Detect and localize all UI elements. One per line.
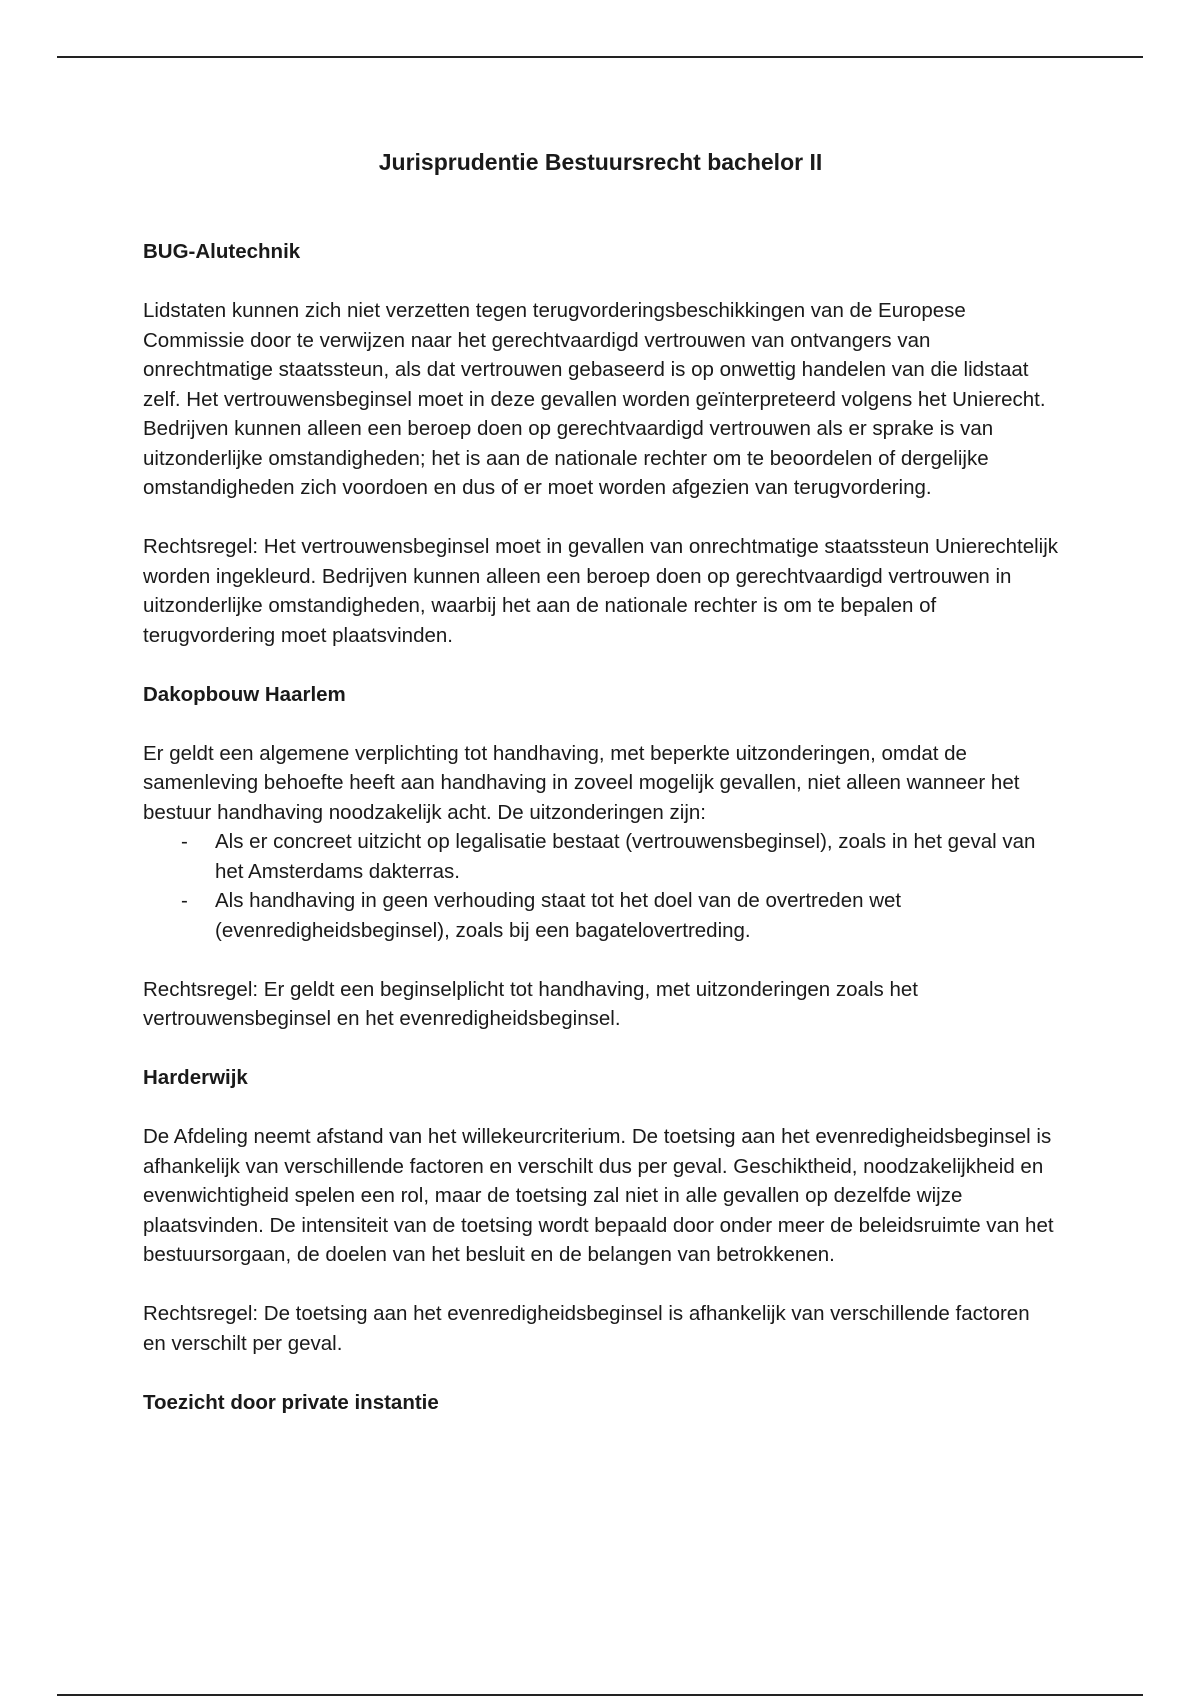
case-bug-alutechnik <box>143 237 1058 680</box>
case-rule: Rechtsregel: De toetsing aan het evenredigheidsbeginsel is afhankelijk van verschillende factoren en verschilt per geval. <box>143 1302 1030 1355</box>
case-summary: De Afdeling neemt afstand van het willekeurcriterium. De toetsing aan het evenredigheidsbeginsel is afhankelijk van verschillende factoren en verschilt dus per geval. Geschiktheid, noodzakelijkheid en evenwichtigheid spelen een rol, maar de toetsing zal niet in alle gevallen op dezelfde wijze plaatsvinden. De intensiteit van de toetsing wordt bepaald door onder meer de beleidsruimte van het bestuursorgaan, de doelen van het besluit en de belangen van betrokkenen. <box>143 1125 1054 1266</box>
list-item <box>143 886 1058 945</box>
case-heading: Harderwijk <box>143 1066 248 1089</box>
spacer <box>143 267 1058 297</box>
spacer <box>143 650 1058 680</box>
document-title: Jurisprudentie Bestuursrecht bachelor II <box>378 149 823 175</box>
case-heading: Dakopbouw Haarlem <box>143 682 346 706</box>
case-rule: Rechtsregel: Het vertrouwensbeginsel moet in gevallen van onrechtmatige staatssteun Unierechtelijk worden ingekleurd. Bedrijven kunnen alleen een beroep doen op gerechtvaardigd vertrouwen in uitzonderlijke omstandigheden, waarbij het aan de nationale rechter is om te bepalen of terugvordering moet plaatsvinden. <box>143 535 1059 647</box>
bottom-rule <box>57 1694 1143 1696</box>
spacer <box>143 1034 1058 1064</box>
spacer <box>143 1093 1058 1123</box>
bullet-dash: - <box>181 889 188 912</box>
case-heading: BUG-Alutechnik <box>143 240 301 263</box>
case-toezicht-private-instantie <box>143 1388 1058 1418</box>
case-dakopbouw-haarlem <box>143 680 1058 1064</box>
top-rule <box>57 56 1143 58</box>
document-page <box>143 140 1058 1417</box>
list-item <box>143 827 1058 886</box>
case-harderwijk <box>143 1063 1058 1388</box>
spacer <box>143 503 1058 533</box>
spacer <box>143 177 1058 237</box>
spacer <box>143 1270 1058 1300</box>
exceptions-list <box>143 827 1058 945</box>
case-heading: Toezicht door private instantie <box>143 1390 439 1414</box>
spacer <box>143 945 1058 975</box>
case-summary: Er geldt een algemene verplichting tot handhaving, met beperkte uitzonderingen, omdat de samenleving behoefte heeft aan handhaving in zoveel mogelijk gevallen, niet alleen wanneer het bestuur handhaving noodzakelijk acht. De uitzonderingen zijn: <box>143 741 1020 824</box>
spacer <box>143 1358 1058 1388</box>
list-item-text: Als er concreet uitzicht op legalisatie bestaat (vertrouwensbeginsel), zoals in het geval van het Amsterdams dakterras. <box>215 830 1036 883</box>
case-rule: Rechtsregel: Er geldt een beginselplicht tot handhaving, met uitzonderingen zoals het vertrouwensbeginsel en het evenredigheidsbeginsel. <box>143 977 918 1030</box>
case-summary: Lidstaten kunnen zich niet verzetten tegen terugvorderingsbeschikkingen van de Europese Commissie door te verwijzen naar het gerechtvaardigd vertrouwen van ontvangers van onrechtmatige staatssteun, als dat vertrouwen gebaseerd is op onwettig handelen van die lidstaat zelf. Het vertrouwensbeginsel moet in deze gevallen worden geïnterpreteerd volgens het Unierecht. Bedrijven kunnen alleen een beroep doen op gerechtvaardigd vertrouwen als er sprake is van uitzonderlijke omstandigheden; het is aan de nationale rechter om te beoordelen of dergelijke omstandigheden zich voordoen en dus of er moet worden afgezien van terugvordering. <box>143 299 1046 499</box>
bullet-dash: - <box>181 830 188 853</box>
spacer <box>143 709 1058 739</box>
list-item-text: Als handhaving in geen verhouding staat tot het doel van de overtreden wet (evenredigheidsbeginsel), zoals bij een bagatelovertreding. <box>215 889 902 942</box>
